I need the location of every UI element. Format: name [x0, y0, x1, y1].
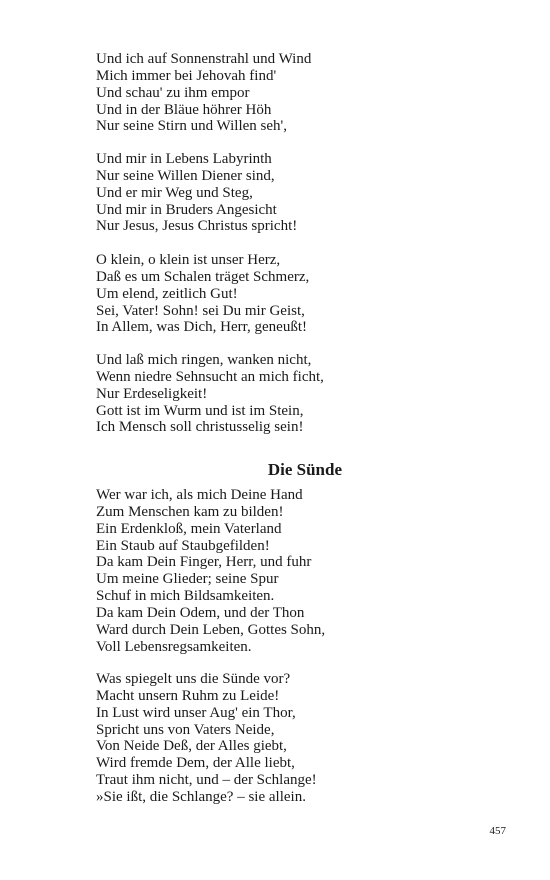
stanza-1 [96, 51, 456, 135]
verse-line: Was spiegelt uns die Sünde vor? [96, 671, 291, 687]
verse-line: Nur Jesus, Jesus Christus spricht! [96, 218, 298, 235]
verse-line: In Lust wird unser Aug' ein Thor, [96, 704, 296, 721]
verse-line: Und ich auf Sonnenstrahl und Wind [96, 51, 312, 67]
poem-title: Die Sünde [267, 460, 342, 479]
verse-line: Ein Staub auf Staubgefilden! [96, 537, 270, 554]
stanza-2 [96, 151, 456, 235]
poem2-stanza-2 [96, 671, 456, 806]
verse-line: Und laß mich ringen, wanken nicht, [96, 352, 312, 368]
verse-line: Und schau' zu ihm empor [96, 84, 250, 101]
verse-line: Da kam Dein Finger, Herr, und fuhr [96, 554, 312, 571]
verse-line: In Allem, was Dich, Herr, geneußt! [96, 319, 308, 336]
verse-line: Von Neide Deß, der Alles giebt, [96, 738, 287, 755]
verse-line: Ein Erdenkloß, mein Vaterland [96, 520, 282, 537]
verse-line: Da kam Dein Odem, und der Thon [96, 604, 305, 621]
verse-line: O klein, o klein ist unser Herz, [96, 252, 281, 268]
verse-line: Ward durch Dein Leben, Gottes Sohn, [96, 621, 326, 638]
verse-line: Mich immer bei Jehovah find' [96, 67, 277, 84]
verse-line: Daß es um Schalen träget Schmerz, [96, 268, 310, 285]
verse-line: Gott ist im Wurm und ist im Stein, [96, 402, 304, 419]
verse-line: Wer war ich, als mich Deine Hand [96, 487, 303, 503]
verse-line: Sei, Vater! Sohn! sei Du mir Geist, [96, 302, 305, 319]
verse-line: Nur seine Stirn und Willen seh', [96, 118, 287, 135]
verse-line: Nur Erdeseligkeit! [96, 385, 208, 402]
stanza-3 [96, 252, 456, 336]
verse-line: Voll Lebensregsamkeiten. [96, 638, 252, 655]
verse-line: Um meine Glieder; seine Spur [96, 571, 279, 588]
verse-line: Und er mir Weg und Steg, [96, 184, 253, 201]
verse-line: Traut ihm nicht, und – der Schlange! [96, 772, 317, 789]
verse-line: Wenn niedre Sehnsucht an mich ficht, [96, 368, 324, 385]
verse-line: Und in der Bläue höhrer Höh [96, 101, 272, 118]
verse-line: Und mir in Lebens Labyrinth [96, 151, 272, 167]
verse-line: Nur seine Willen Diener sind, [96, 167, 275, 184]
stanza-4 [96, 352, 456, 436]
verse-line: »Sie ißt, die Schlange? – sie allein. [96, 788, 306, 805]
page-number: 457 [489, 825, 506, 837]
verse-line: Wird fremde Dem, der Alle liebt, [96, 755, 295, 772]
verse-line: Spricht uns von Vaters Neide, [96, 721, 275, 738]
verse-line: Ich Mensch soll christusselig sein! [96, 419, 304, 436]
verse-line: Und mir in Bruders Angesicht [96, 201, 277, 218]
verse-line: Zum Menschen kam zu bilden! [96, 503, 284, 520]
poem2-stanza-1 [96, 487, 456, 655]
verse-line: Um elend, zeitlich Gut! [96, 285, 238, 302]
verse-line: Schuf in mich Bildsamkeiten. [96, 588, 275, 605]
verse-line: Macht unsern Ruhm zu Leide! [96, 687, 280, 704]
